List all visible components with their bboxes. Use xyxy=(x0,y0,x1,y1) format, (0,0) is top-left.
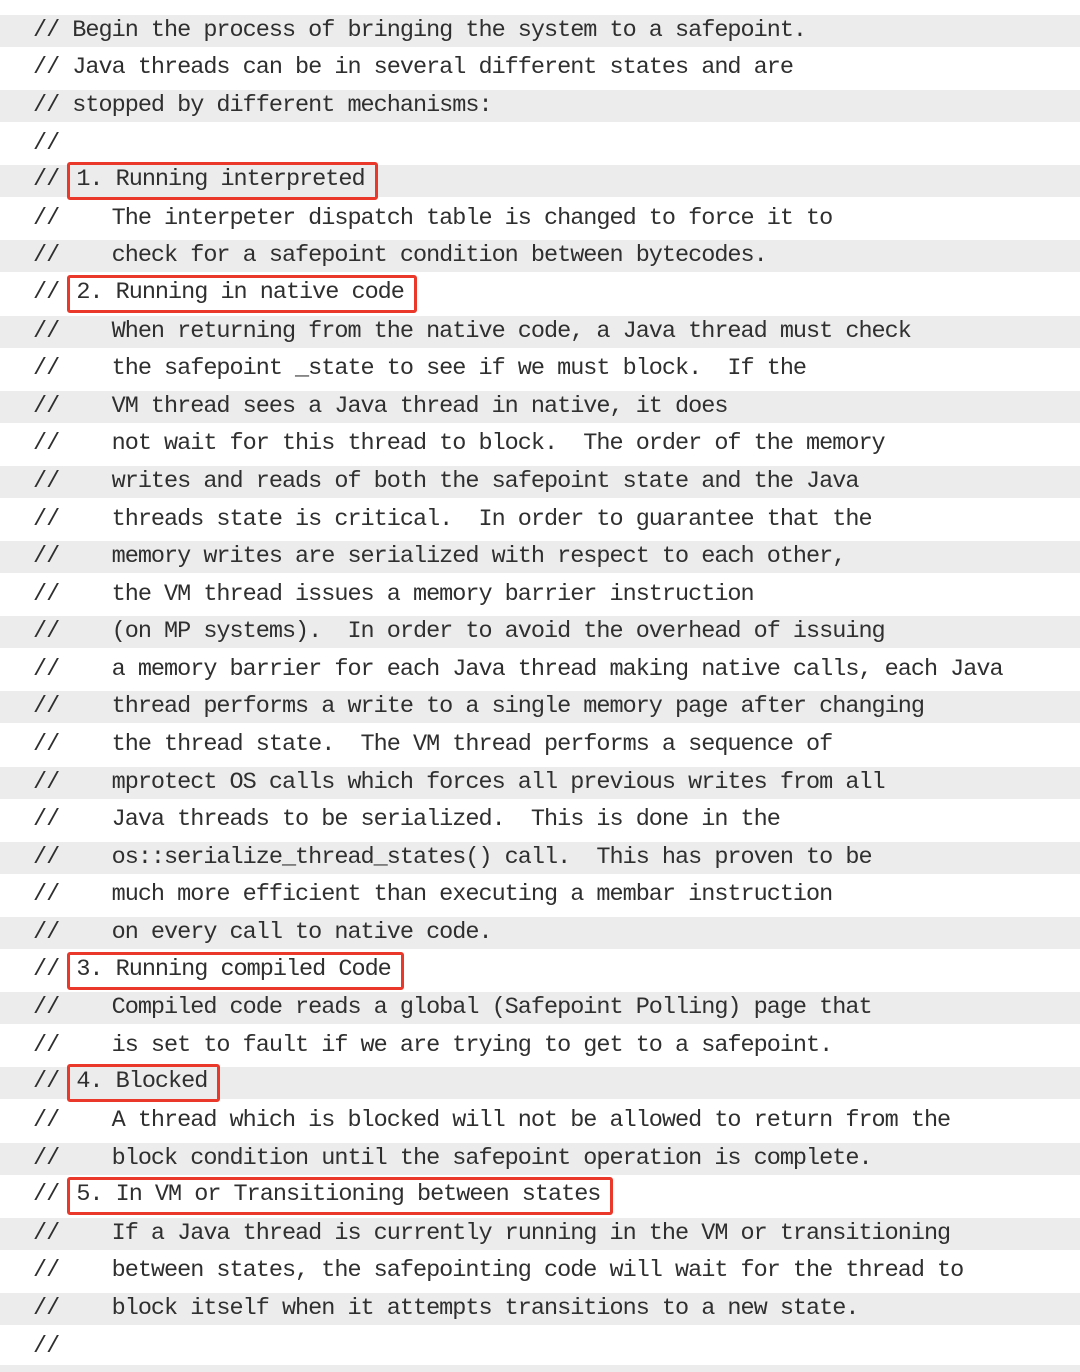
code-line-text xyxy=(0,1064,220,1102)
code-line xyxy=(0,538,1080,576)
code-line xyxy=(0,1140,1080,1178)
code-line-text: // os::serialize_thread_states() call. This has proven to be xyxy=(33,843,872,871)
comment-slashes-prefix: // xyxy=(33,1181,73,1209)
code-line xyxy=(0,275,1080,313)
next-line-stripe-sliver xyxy=(0,1365,1080,1372)
code-line-text: // stopped by different mechanisms: xyxy=(33,91,492,119)
code-line xyxy=(0,388,1080,426)
code-line xyxy=(0,1215,1080,1253)
comment-slashes-prefix: // xyxy=(33,1068,73,1096)
code-line-text xyxy=(0,162,378,200)
code-line-text: // not wait for this thread to block. The order of the memory xyxy=(33,430,885,458)
code-line-text xyxy=(0,1177,613,1215)
red-annotation-box-heading: 2. Running in native code xyxy=(67,275,417,313)
red-annotation-box-heading: 5. In VM or Transitioning between states xyxy=(67,1177,613,1215)
code-line xyxy=(0,1253,1080,1291)
code-line-text: // between states, the safepointing code will wait for the thread to xyxy=(33,1257,964,1285)
comment-slashes-prefix: // xyxy=(33,166,73,194)
code-line-text: // is set to fault if we are trying to get to a safepoint. xyxy=(33,1031,833,1059)
code-line xyxy=(0,313,1080,351)
code-line-text: // xyxy=(33,1332,60,1360)
code-line xyxy=(0,877,1080,915)
code-line xyxy=(0,614,1080,652)
code-line xyxy=(0,125,1080,163)
code-line xyxy=(0,162,1080,200)
code-line-text: // (on MP systems). In order to avoid the overhead of issuing xyxy=(33,618,885,646)
code-line xyxy=(0,426,1080,464)
code-line-text: // A thread which is blocked will not be allowed to return from the xyxy=(33,1107,951,1135)
code-line xyxy=(0,1290,1080,1328)
code-line-text: // When returning from the native code, a Java thread must check xyxy=(33,317,911,345)
code-line-text: // threads state is critical. In order to guarantee that the xyxy=(33,505,872,533)
code-line xyxy=(0,801,1080,839)
code-line-text: // Java threads to be serialized. This is done in the xyxy=(33,806,780,834)
code-line xyxy=(0,726,1080,764)
code-line xyxy=(0,50,1080,88)
code-line-text xyxy=(0,275,417,313)
code-line-text: // mprotect OS calls which forces all previous writes from all xyxy=(33,768,885,796)
code-line xyxy=(0,576,1080,614)
code-line xyxy=(0,1027,1080,1065)
code-line-text: // much more efficient than executing a membar instruction xyxy=(33,881,833,909)
code-line-text: // check for a safepoint condition between bytecodes. xyxy=(33,242,767,270)
code-line xyxy=(0,689,1080,727)
red-annotation-box-heading: 4. Blocked xyxy=(67,1064,220,1102)
comment-slashes-prefix: // xyxy=(33,278,73,306)
code-line xyxy=(0,952,1080,990)
code-line-text: // thread performs a write to a single memory page after changing xyxy=(33,693,924,721)
code-line xyxy=(0,501,1080,539)
code-line-text: // If a Java thread is currently running in the VM or transitioning xyxy=(33,1219,951,1247)
code-line xyxy=(0,350,1080,388)
code-line xyxy=(0,1328,1080,1366)
code-line xyxy=(0,1102,1080,1140)
code-line-text: // Begin the process of bringing the system to a safepoint. xyxy=(33,16,807,44)
red-annotation-box-heading: 1. Running interpreted xyxy=(67,162,377,200)
code-line-text: // The interpeter dispatch table is changed to force it to xyxy=(33,204,833,232)
code-line xyxy=(0,87,1080,125)
code-line-text xyxy=(0,952,404,990)
code-line xyxy=(0,764,1080,802)
code-line-text: // the thread state. The VM thread performs a sequence of xyxy=(33,731,833,759)
code-line-text: // the VM thread issues a memory barrier instruction xyxy=(33,580,754,608)
code-line xyxy=(0,651,1080,689)
code-line-text: // Compiled code reads a global (Safepoint Polling) page that xyxy=(33,994,872,1022)
code-line-text: // writes and reads of both the safepoint state and the Java xyxy=(33,467,859,495)
code-line-text: // xyxy=(33,129,60,157)
code-line xyxy=(0,839,1080,877)
code-line-text: // block itself when it attempts transitions to a new state. xyxy=(33,1294,859,1322)
code-line-text: // VM thread sees a Java thread in native, it does xyxy=(33,392,728,420)
code-line xyxy=(0,238,1080,276)
code-line-text: // the safepoint _state to see if we must block. If the xyxy=(33,355,807,383)
red-annotation-box-heading: 3. Running compiled Code xyxy=(67,952,403,990)
code-line xyxy=(0,1177,1080,1215)
code-line xyxy=(0,12,1080,50)
code-line-text: // on every call to native code. xyxy=(33,919,492,947)
code-line xyxy=(0,914,1080,952)
code-line xyxy=(0,989,1080,1027)
comment-slashes-prefix: // xyxy=(33,955,73,983)
code-line-text: // a memory barrier for each Java thread making native calls, each Java xyxy=(33,655,1003,683)
code-line-text: // Java threads can be in several different states and are xyxy=(33,54,793,82)
code-line xyxy=(0,200,1080,238)
code-line-text: // memory writes are serialized with respect to each other, xyxy=(33,543,846,571)
code-line xyxy=(0,463,1080,501)
code-line-text: // block condition until the safepoint operation is complete. xyxy=(33,1144,872,1172)
code-line xyxy=(0,1065,1080,1103)
